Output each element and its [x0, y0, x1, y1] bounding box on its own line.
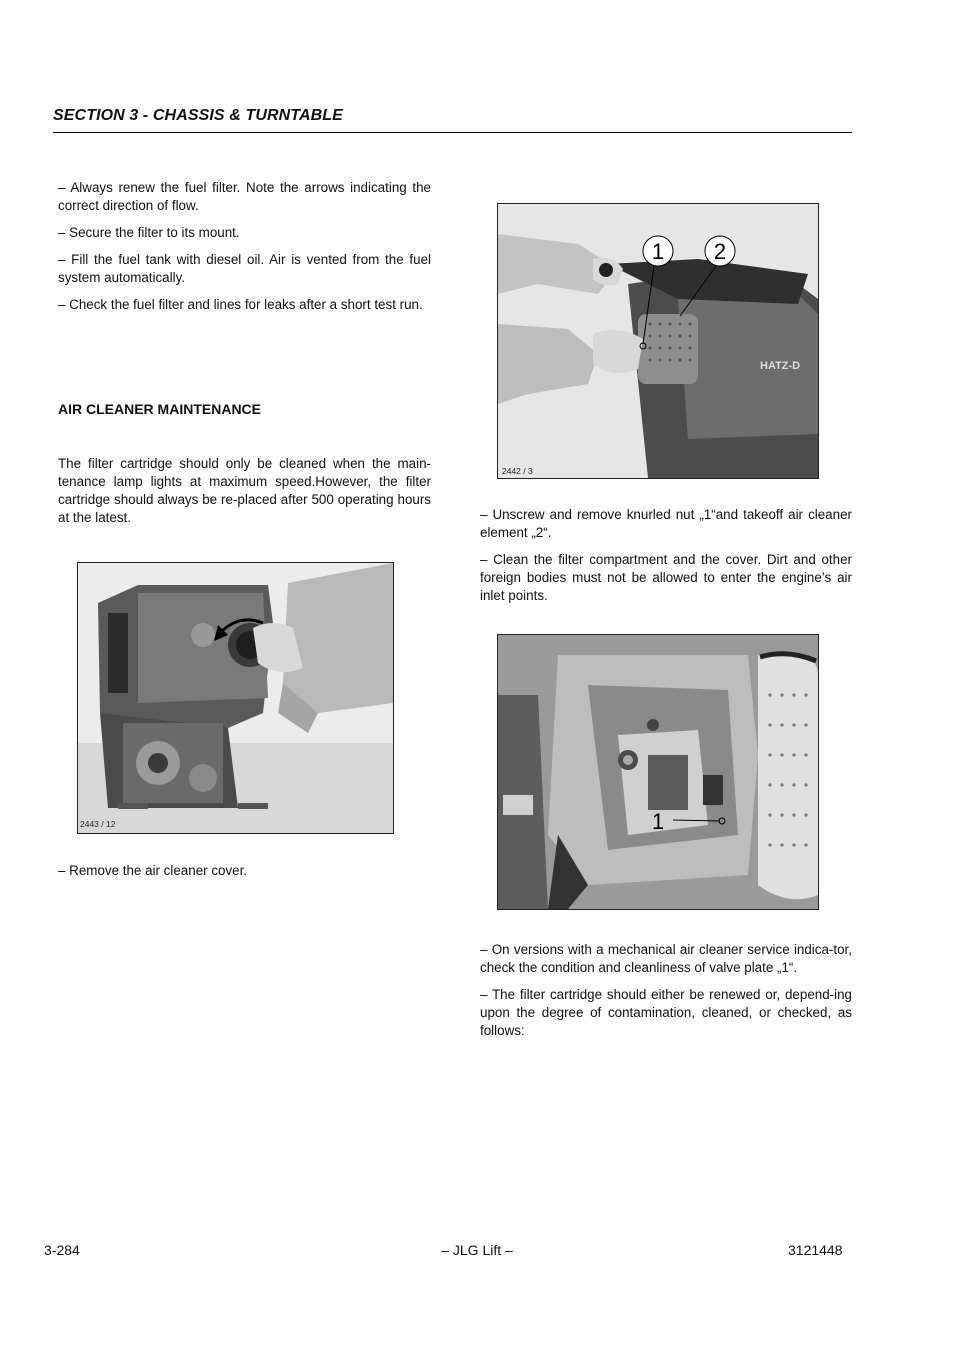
figure-label: 2443 / 12	[80, 819, 116, 829]
step-check-leaks: – Check the fuel filter and lines for leaks after a short test run.	[58, 297, 423, 312]
page-number: 3-284	[44, 1242, 80, 1258]
figure-valve-plate-photo	[497, 634, 819, 910]
step-clean-compartment: – Clean the filter compartment and the cover. Dirt and other foreign bodies must not be allowed to enter the engine’s air inlet points.	[480, 552, 852, 603]
doc-number: 3121448	[788, 1242, 843, 1258]
figure-label: 2442 / 3	[502, 466, 533, 476]
section-title: SECTION 3 - CHASSIS & TURNTABLE	[53, 107, 343, 124]
footer-center: – JLG Lift –	[441, 1242, 513, 1258]
step-fill-fuel-tank: – Fill the fuel tank with diesel oil. Air is vented from the fuel system automatically.	[58, 252, 431, 285]
header-rule	[53, 132, 852, 133]
engine-brand-text: HATZ-D	[760, 360, 801, 372]
callout-1: 1	[651, 239, 665, 264]
figure-remove-cover-photo	[77, 562, 394, 834]
step-renew-fuel-filter: – Always renew the fuel filter. Note the arrows indicating the correct direction of flow.	[58, 180, 431, 213]
step-renew-or-clean: – The filter cartridge should either be renewed or, depend-ing upon the degree of contamination, cleaned, or checked, as follows:	[480, 987, 852, 1038]
figure-knurled-nut-photo	[497, 203, 819, 479]
step-check-valve-plate: – On versions with a mechanical air cleaner service indica-tor, check the condition and cleanliness of valve plate „1“.	[480, 942, 852, 975]
step-remove-cover: – Remove the air cleaner cover.	[58, 863, 248, 878]
air-cleaner-intro: The filter cartridge should only be cleaned when the main-tenance lamp lights at maximum speed.However, the filter cartridge should always be re-placed after 500 operating hours at the latest.	[58, 456, 431, 525]
step-secure-filter: – Secure the filter to its mount.	[58, 225, 240, 240]
air-cleaner-heading: AIR CLEANER MAINTENANCE	[58, 401, 261, 417]
step-unscrew-nut: – Unscrew and remove knurled nut „1“and takeoff air cleaner element „2“.	[480, 507, 852, 540]
callout-1: 1	[651, 809, 665, 834]
callout-2: 2	[713, 239, 727, 264]
